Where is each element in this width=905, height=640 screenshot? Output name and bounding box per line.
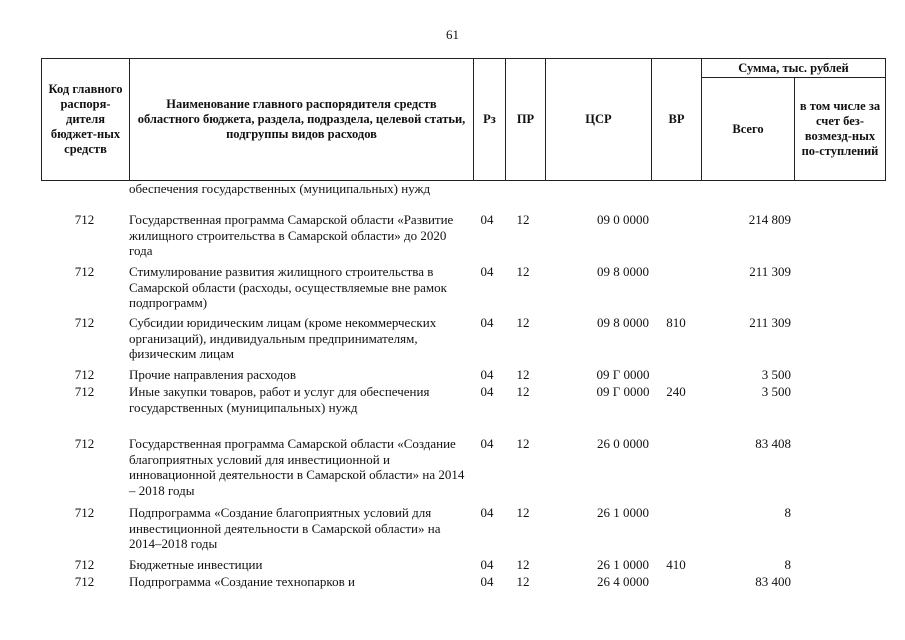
header-csr: ЦСР	[585, 112, 612, 126]
header-total-cell	[701, 77, 794, 181]
header-rz: Рз	[483, 112, 496, 126]
row-total: 83 408	[755, 436, 791, 451]
row-code: 712	[74, 367, 95, 382]
row-vr: 410	[666, 557, 686, 572]
table-row	[41, 505, 886, 557]
row-name: Подпрограмма «Создание технопарков и	[129, 574, 355, 589]
table-header	[41, 58, 886, 181]
header-code-cell	[41, 58, 129, 181]
row-name: Субсидии юридическим лицам (кроме некоммерческих организаций), индивидуальным предпринимателям, физическим лицам	[129, 315, 437, 361]
row-csr: 09 0 0000	[597, 212, 649, 227]
row-code: 712	[74, 436, 95, 451]
row-pr: 12	[516, 505, 530, 520]
header-total: Всего	[732, 121, 764, 136]
row-total: 214 809	[748, 212, 791, 227]
row-rz: 04	[480, 505, 494, 520]
row-rz: 04	[480, 436, 494, 451]
page-number: 61	[446, 27, 459, 42]
header-name-cell	[129, 58, 473, 181]
row-pr: 12	[516, 367, 530, 382]
table-body	[41, 181, 886, 591]
row-csr: 09 Г 0000	[596, 384, 650, 399]
row-csr: 09 Г 0000	[596, 367, 650, 382]
row-total: 211 309	[749, 264, 791, 279]
row-vr: 240	[666, 384, 686, 399]
row-total: 3 500	[761, 384, 791, 399]
row-name: Бюджетные инвестиции	[129, 557, 263, 572]
table-row	[41, 436, 886, 505]
row-total: 8	[784, 505, 791, 520]
header-free-cell	[794, 77, 886, 181]
row-rz: 04	[480, 264, 494, 279]
row-total: 83 400	[755, 574, 791, 589]
row-code: 712	[74, 557, 95, 572]
row-csr: 26 0 0000	[597, 436, 649, 451]
row-pr: 12	[516, 264, 530, 279]
row-csr: 09 8 0000	[597, 315, 649, 330]
header-name: Наименование главного распорядителя средств областного бюджета, раздела, подраздела, целевой статьи, подгруппы видов расходов	[137, 97, 466, 141]
row-code: 712	[74, 212, 95, 227]
table-row	[41, 264, 886, 315]
row-rz: 04	[480, 384, 494, 399]
header-free: в том числе за счет без-возмезд-ных по-ступлений	[799, 99, 881, 158]
row-rz: 04	[480, 574, 494, 589]
row-name: обеспечения государственных (муниципальных) нужд	[129, 181, 431, 196]
row-name: Стимулирование развития жилищного строительства в Самарской области (расходы, осуществляемые вне рамок подпрограмм)	[129, 264, 447, 310]
row-pr: 12	[516, 436, 530, 451]
row-pr: 12	[516, 212, 530, 227]
header-rz-cell	[473, 58, 505, 181]
header-vr-cell	[651, 58, 701, 181]
row-code: 712	[74, 505, 95, 520]
row-pr: 12	[516, 384, 530, 399]
header-sum-cell	[701, 58, 886, 77]
row-csr: 26 1 0000	[597, 557, 649, 572]
row-total: 8	[784, 557, 791, 572]
table-row	[41, 384, 886, 436]
row-code: 712	[74, 574, 95, 589]
table-row	[41, 557, 886, 574]
row-vr: 810	[666, 315, 686, 330]
row-rz: 04	[480, 212, 494, 227]
row-total: 211 309	[749, 315, 791, 330]
table-row	[41, 212, 886, 264]
row-name: Иные закупки товаров, работ и услуг для обеспечения государственных (муниципальных) нужд	[129, 384, 430, 415]
row-rz: 04	[480, 367, 494, 382]
row-name: Прочие направления расходов	[129, 367, 296, 382]
row-name: Государственная программа Самарской области «Создание благоприятных условий для инвестиционной и инновационной деятельности в Самарской области» на 2014 – 2018 годы	[129, 436, 465, 498]
row-rz: 04	[480, 557, 494, 572]
table-row	[41, 367, 886, 384]
row-total: 3 500	[761, 367, 791, 382]
row-pr: 12	[516, 557, 530, 572]
row-rz: 04	[480, 315, 494, 330]
header-vr: ВР	[668, 112, 685, 126]
row-pr: 12	[516, 315, 530, 330]
header-code: Код главного распоря-дителя бюджет-ных средств	[48, 82, 123, 156]
row-code: 712	[74, 264, 95, 279]
header-sum: Сумма, тыс. рублей	[738, 60, 849, 75]
row-pr: 12	[516, 574, 530, 589]
row-csr: 26 1 0000	[597, 505, 649, 520]
table-row	[41, 574, 886, 591]
header-csr-cell	[545, 58, 651, 181]
row-name: Государственная программа Самарской области «Развитие жилищного строительства в Самарской области» до 2020 года	[129, 212, 454, 258]
row-name: Подпрограмма «Создание благоприятных условий для инвестиционной деятельности в Самарской области» на 2014–2018 годы	[129, 505, 441, 551]
header-pr: ПР	[516, 112, 535, 126]
row-code: 712	[74, 315, 95, 330]
table-row	[41, 315, 886, 367]
table-row	[41, 181, 886, 212]
header-pr-cell	[505, 58, 545, 181]
row-csr: 26 4 0000	[597, 574, 649, 589]
row-csr: 09 8 0000	[597, 264, 649, 279]
row-code: 712	[74, 384, 95, 399]
